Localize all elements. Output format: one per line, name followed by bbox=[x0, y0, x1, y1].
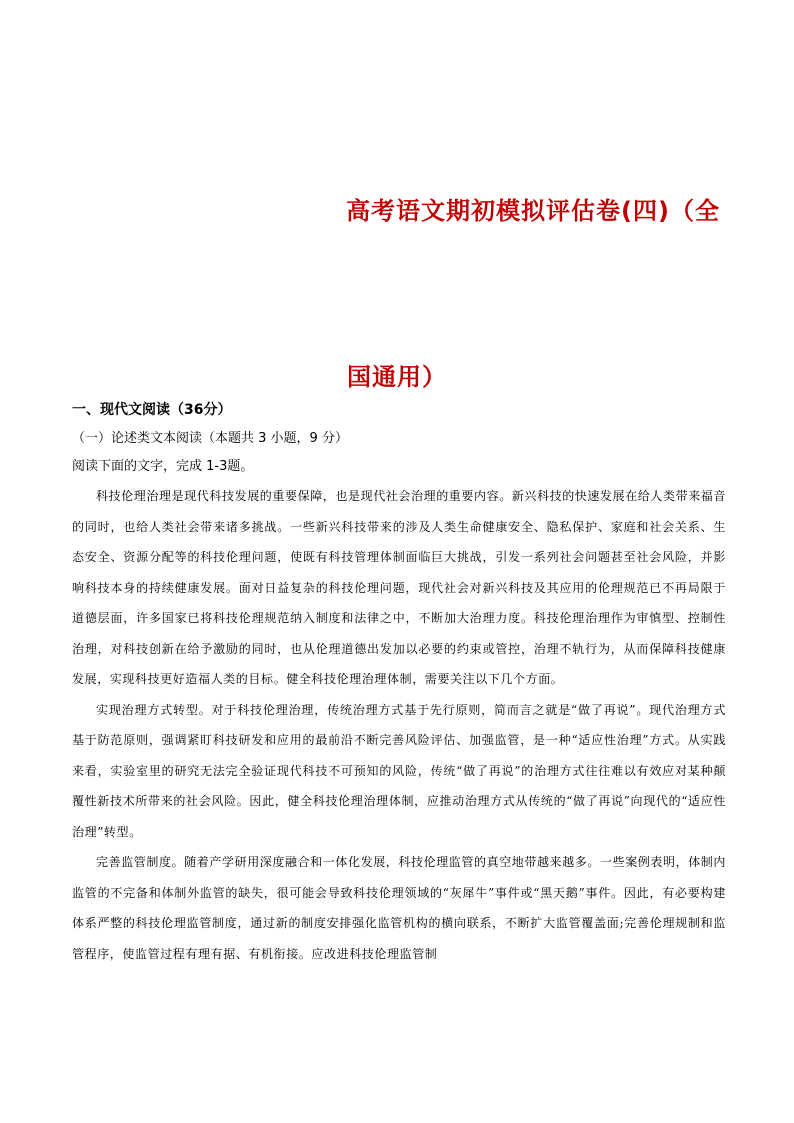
document-title-line-2: 国通用） bbox=[347, 363, 447, 391]
subsection-heading: （一）论述类文本阅读（本题共 3 小题，9 分） bbox=[72, 431, 348, 446]
passage-paragraph-3: 完善监管制度。随着产学研用深度融合和一体化发展，科技伦理监管的真空地带越来越多。一些案例表明，体制内监管的不完备和体制外监管的缺失，很可能会导致科技伦理领域的“灰犀牛”事件或“黑天鹅”事件。因此，有必要构建体系严整的科技伦理监管制度，通过新的制度安排强化监管机构的横向联系，不断扩大监管覆盖面;完善伦理规制和监管程序，使监管过程有理有据、有机衔接。应改进科技伦理监管制 bbox=[72, 855, 727, 961]
passage-paragraph-2: 实现治理方式转型。对于科技伦理治理，传统治理方式基于先行原则，简而言之就是“做了再说”。现代治理方式基于防范原则，强调紧盯科技研发和应用的最前沿不断完善风险评估、加强监管，是一种“适应性治理”方式。从实践来看，实验室里的研究无法完全验证现代科技不可预知的风险，传统“做了再说”的治理方式往往难以有效应对某种颠覆性新技术所带来的社会风险。因此，健全科技伦理治理体制，应推动治理方式从传统的“做了再说”向现代的“适应性治理”转型。 bbox=[72, 702, 726, 839]
passage-paragraph-1: 科技伦理治理是现代科技发展的重要保障，也是现代社会治理的重要内容。新兴科技的快速发展在给人类带来福音的同时，也给人类社会带来诸多挑战。一些新兴科技带来的涉及人类生命健康安全、隐私保护、家庭和社会关系、生态安全、资源分配等的科技伦理问题，使既有科技管理体制面临巨大挑战，引发一系列社会问题甚至社会风险，并影响科技本身的持续健康发展。面对日益复杂的科技伦理问题，现代社会对新兴科技及其应用的伦理规范已不再局限于道德层面，许多国家已将科技伦理规范纳入制度和法律之中，不断加大治理力度。科技伦理治理作为审慎型、控制性治理，对科技创新在给予激励的同时，也从伦理道德出发加以必要的约束或管控，治理不轨行为，从而保障科技健康发展，实现科技更好造福人类的目标。健全科技伦理治理体制，需要关注以下几个方面。 bbox=[72, 489, 727, 686]
document-body bbox=[72, 401, 726, 969]
document-title-line-1: 高考语文期初模拟评估卷(四)（全 bbox=[346, 197, 720, 225]
reading-instruction: 阅读下面的文字，完成 1-3题。 bbox=[72, 459, 254, 474]
section-heading: 一、现代文阅读（36分） bbox=[72, 402, 232, 418]
